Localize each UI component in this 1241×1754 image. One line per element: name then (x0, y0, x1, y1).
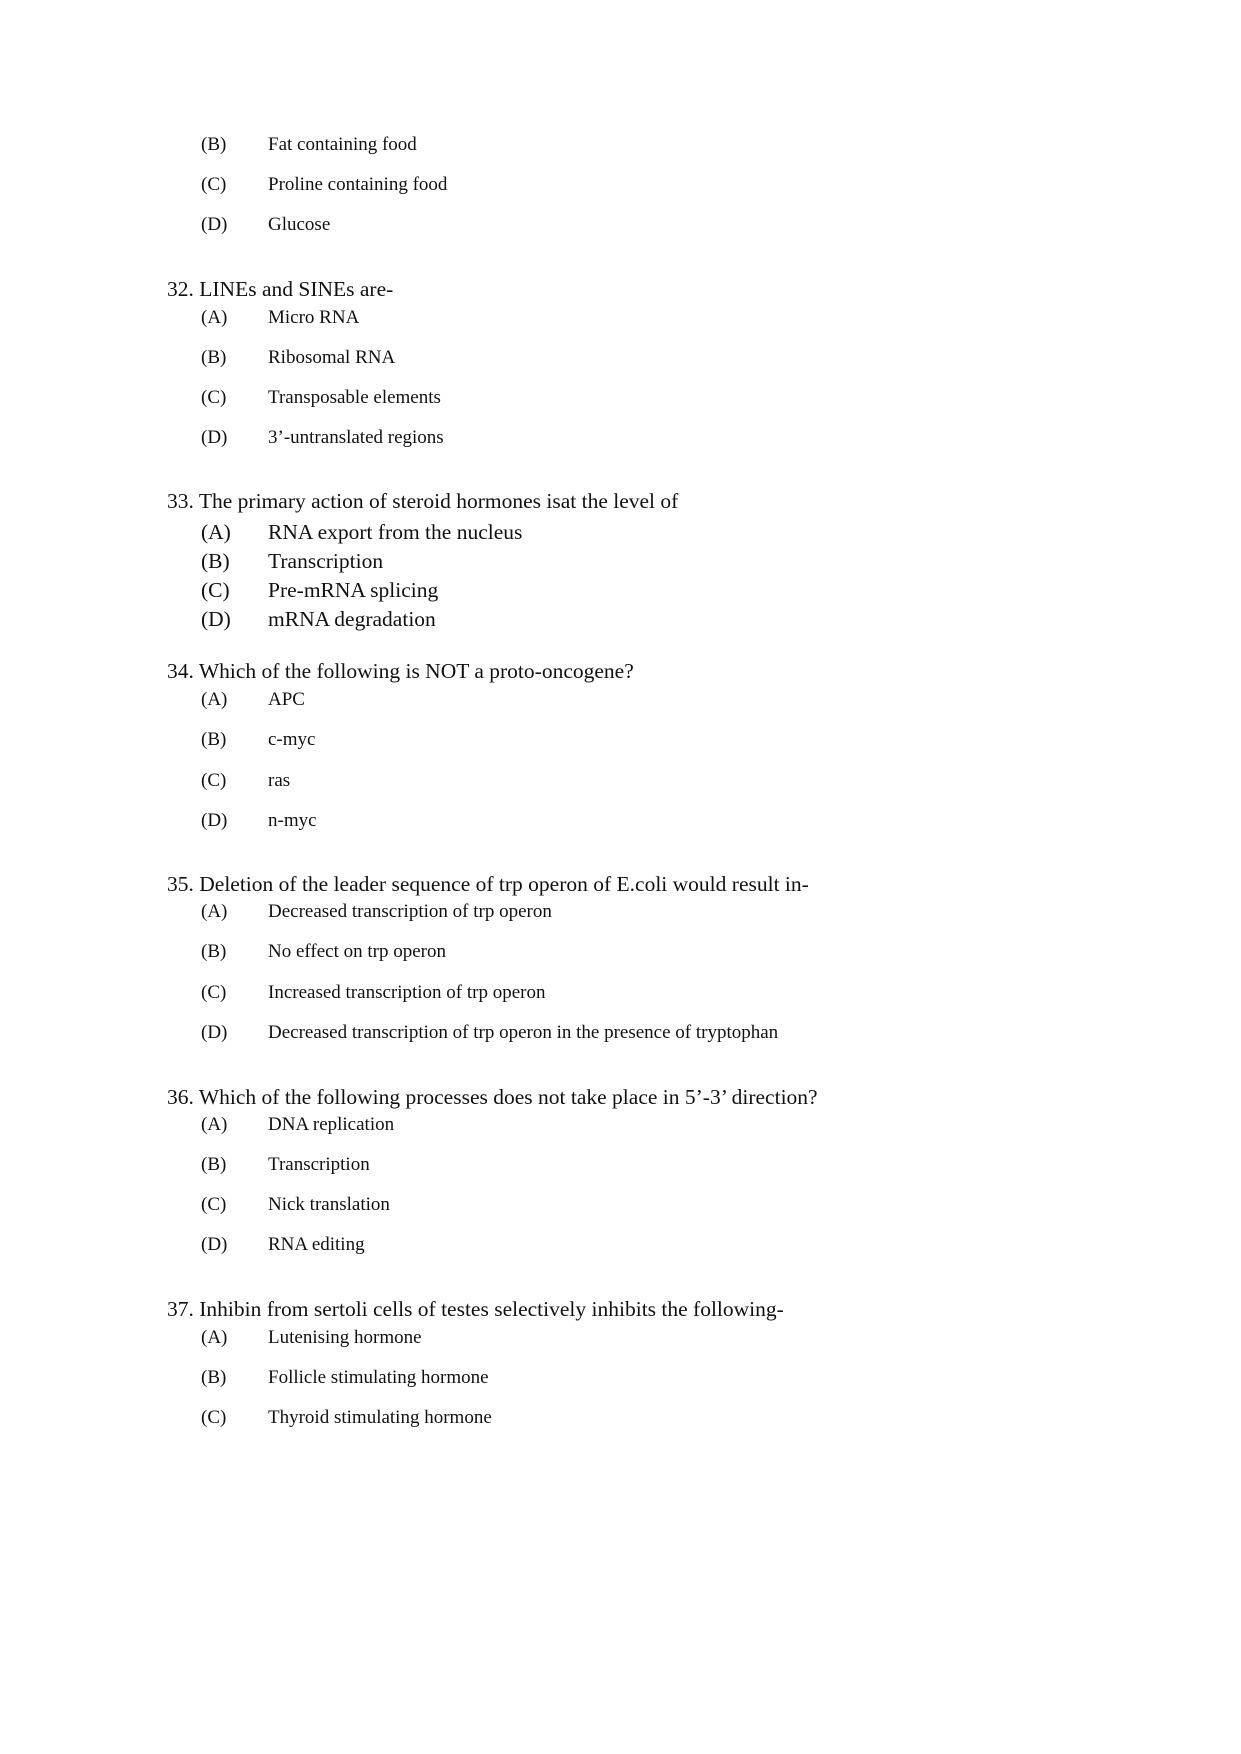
option-letter: (B) (201, 347, 227, 368)
option-letter: (C) (201, 770, 227, 791)
option-text: Transcription (268, 1154, 370, 1175)
option-text: mRNA degradation (268, 607, 436, 631)
option-letter: (C) (201, 387, 227, 408)
option-letter: (A) (201, 520, 231, 544)
option-row (201, 1193, 390, 1217)
option-row (201, 1021, 778, 1045)
question-text: The primary action of steroid hormones isat the level of (198, 489, 679, 513)
option-row (201, 346, 395, 370)
option-row (201, 548, 383, 574)
option-text: APC (268, 689, 305, 710)
option-text: RNA editing (268, 1234, 365, 1255)
option-text: n-myc (268, 810, 317, 831)
option-letter: (A) (201, 901, 228, 922)
option-letter: (A) (201, 1114, 228, 1135)
option-letter: (D) (201, 427, 228, 448)
option-letter: (B) (201, 941, 227, 962)
question-number: 33. (167, 489, 194, 513)
option-letter: (C) (201, 174, 227, 195)
option-text: DNA replication (268, 1114, 395, 1135)
option-text: Decreased transcription of trp operon in the presence of tryptophan (268, 1022, 779, 1043)
option-letter: (D) (201, 607, 231, 631)
option-row (201, 577, 438, 603)
option-text: Transposable elements (268, 387, 441, 408)
question-text: Deletion of the leader sequence of trp operon of E.coli would result in- (199, 872, 809, 896)
option-text: Pre-mRNA splicing (268, 578, 439, 602)
option-letter: (A) (201, 307, 228, 328)
question-text: Which of the following processes does not take place in 5’-3’ direction? (198, 1085, 818, 1109)
option-row (201, 519, 522, 545)
option-letter: (D) (201, 810, 228, 831)
option-row (201, 306, 359, 330)
option-letter: (D) (201, 1234, 228, 1255)
option-row (201, 900, 552, 924)
option-letter: (C) (201, 1407, 227, 1428)
option-row (201, 769, 290, 793)
option-text: Nick translation (268, 1194, 390, 1215)
option-letter: (B) (201, 134, 227, 155)
option-text: Fat containing food (268, 134, 417, 155)
question-text: LINEs and SINEs are- (199, 277, 394, 301)
option-text: No effect on trp operon (268, 941, 446, 962)
option-letter: (B) (201, 729, 227, 750)
question-number: 32. (167, 277, 194, 301)
option-row (201, 940, 446, 964)
option-row (201, 1113, 394, 1137)
option-row (201, 1233, 365, 1257)
option-text: Lutenising hormone (268, 1327, 422, 1348)
option-letter: (B) (201, 1367, 227, 1388)
option-row (201, 213, 330, 237)
option-text: RNA export from the nucleus (268, 520, 523, 544)
question-number: 36. (167, 1085, 194, 1109)
option-row (201, 728, 315, 752)
option-text: c-myc (268, 729, 316, 750)
option-letter: (B) (201, 549, 230, 573)
option-row (201, 173, 447, 197)
option-letter: (D) (201, 214, 228, 235)
option-text: Thyroid stimulating hormone (268, 1407, 492, 1428)
option-row (201, 809, 317, 833)
option-row (201, 386, 441, 410)
question-number: 35. (167, 872, 194, 896)
option-row (201, 1153, 370, 1177)
option-letter: (B) (201, 1154, 227, 1175)
option-row (201, 1326, 422, 1350)
option-text: ras (268, 770, 291, 791)
option-letter: (D) (201, 1022, 228, 1043)
option-text: 3’-untranslated regions (268, 427, 444, 448)
option-text: Increased transcription of trp operon (268, 982, 546, 1003)
question-text: Which of the following is NOT a proto-oncogene? (198, 659, 634, 683)
option-text: Decreased transcription of trp operon (268, 901, 552, 922)
question-text: Inhibin from sertoli cells of testes selectively inhibits the following- (199, 1297, 784, 1321)
option-text: Proline containing food (268, 174, 448, 195)
option-row (201, 606, 436, 632)
option-text: Glucose (268, 214, 331, 235)
option-letter: (C) (201, 1194, 227, 1215)
option-letter: (C) (201, 578, 230, 602)
option-row (201, 1406, 492, 1430)
option-letter: (A) (201, 1327, 228, 1348)
option-row (201, 1366, 489, 1390)
option-row (201, 133, 417, 157)
option-text: Follicle stimulating hormone (268, 1367, 489, 1388)
option-row (201, 688, 305, 712)
option-text: Transcription (268, 549, 384, 573)
question-stem (167, 1084, 818, 1110)
option-letter: (C) (201, 982, 227, 1003)
option-row (201, 426, 444, 450)
question-number: 37. (167, 1297, 194, 1321)
question-stem (167, 1296, 784, 1322)
question-stem (167, 276, 393, 302)
option-row (201, 981, 546, 1005)
option-text: Micro RNA (268, 307, 360, 328)
option-letter: (A) (201, 689, 228, 710)
question-stem (167, 488, 678, 514)
question-stem (167, 658, 634, 684)
question-number: 34. (167, 659, 194, 683)
question-stem (167, 871, 809, 897)
option-text: Ribosomal RNA (268, 347, 396, 368)
